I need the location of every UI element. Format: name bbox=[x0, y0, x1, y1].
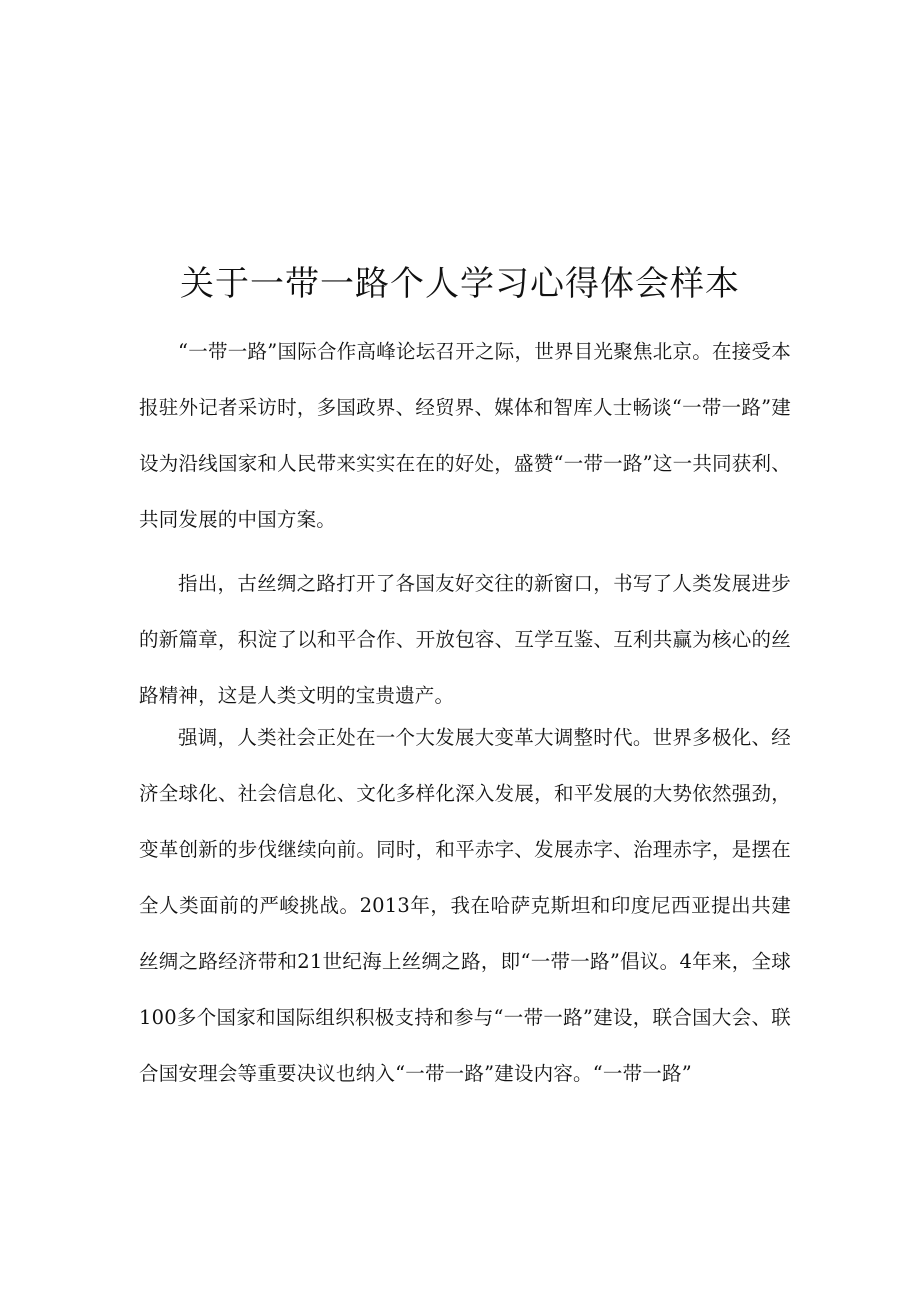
paragraph-3: 强调，人类社会正处在一个大发展大变革大调整时代。世界多极化、经济全球化、社会信息化、文化多样化深入发展，和平发展的大势依然强劲，变革创新的步伐继续向前。同时，和平赤字、发展赤字、治理赤字，是摆在全人类面前的严峻挑战。2013年，我在哈萨克斯坦和印度尼西亚提出共建丝绸之路经济带和21世纪海上丝绸之路，即“一带一路”倡议。4年来，全球100多个国家和国际组织积极支持和参与“一带一路”建设，联合国大会、联合国安理会等重要决议也纳入“一带一路”建设内容。“一带一路” bbox=[139, 726, 791, 1085]
paragraph-2: 指出，古丝绸之路打开了各国友好交往的新窗口，书写了人类发展进步的新篇章，积淀了以和平合作、开放包容、互学互鉴、互利共赢为核心的丝路精神，这是人类文明的宝贵遗产。 bbox=[139, 572, 791, 707]
paragraph-1: “一带一路”国际合作高峰论坛召开之际，世界目光聚焦北京。在接受本报驻外记者采访时，多国政界、经贸界、媒体和智库人士畅谈“一带一路”建设为沿线国家和人民带来实实在在的好处，盛赞“一带一路”这一共同获利、共同发展的中国方案。 bbox=[139, 340, 791, 531]
document-title: 关于一带一路个人学习心得体会样本 bbox=[180, 264, 740, 304]
